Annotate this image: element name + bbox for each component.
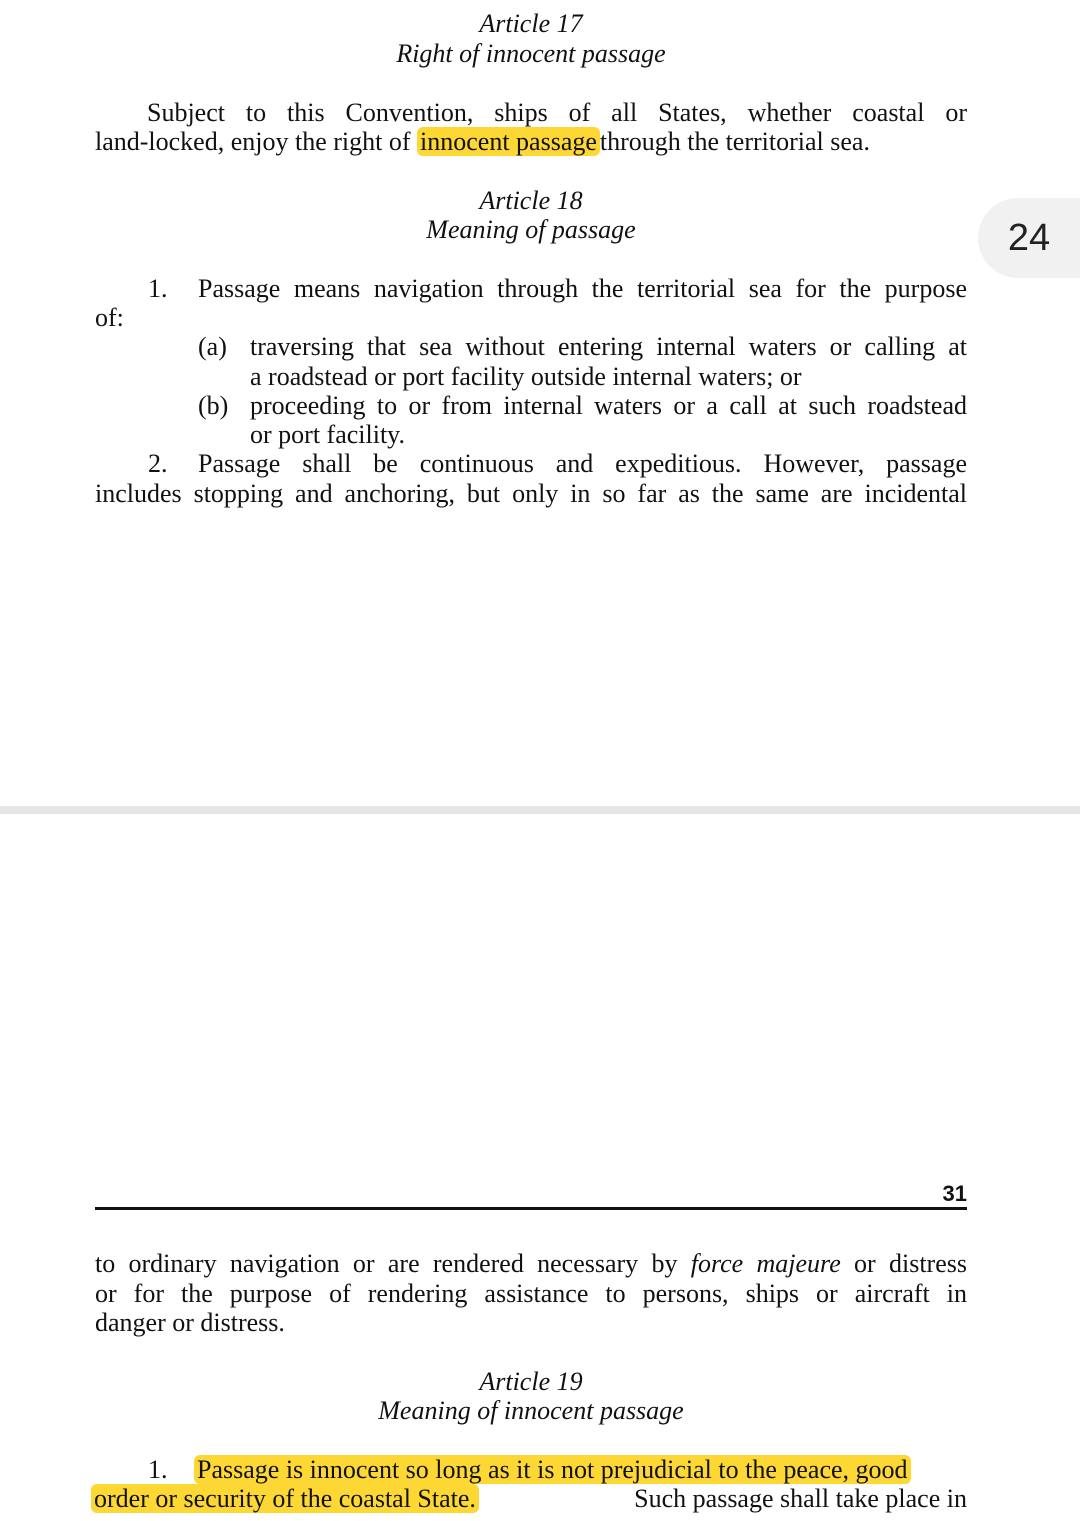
article-18-item-b-line-2: or port facility. [250,420,405,449]
article-19-subheading: Meaning of innocent passage [378,1396,684,1425]
article-17-subheading: Right of innocent passage [396,39,666,68]
article-18-heading: Article 18 [479,186,583,215]
article-18-para-2-number: 2. [148,449,168,478]
page-separator [0,806,1080,814]
page-number: 31 [942,1181,967,1206]
article-19-para-1-number: 1. [148,1455,168,1484]
article-19-para-1-line-1 [194,1455,911,1485]
continuation-text: to ordinary navigation or are rendered necessary by [95,1249,678,1278]
article-18-item-b-line-1: proceeding to or from internal waters or a call at such roadstead [250,391,967,420]
article-18-para-1-line-1: Passage means navigation through the territorial sea for the purpose [198,274,967,303]
highlight-innocent-definition-1[interactable]: Passage is innocent so long as it is not prejudicial to the peace, good [194,1455,911,1484]
article-17-paragraph-line-1: Subject to this Convention, ships of all States, whether coastal or [147,98,967,127]
article-18-item-a-label: (a) [198,332,227,361]
article-17-text: land-locked, enjoy the right of [95,127,411,156]
article-18-item-b-label: (b) [198,391,229,420]
article-17-text-end: through the territorial sea. [599,127,870,156]
article-18-para-2-line-2: includes stopping and anchoring, but only in so far as the same are incidental [95,479,967,508]
article-19-text-end: Such passage shall take place in [634,1484,967,1513]
highlight-innocent-passage[interactable]: innocent passage [417,127,600,156]
continuation-text-end: or distress [854,1249,967,1278]
highlight-innocent-definition-2[interactable]: order or security of the coastal State. [91,1484,479,1513]
continuation-line-3: danger or distress. [95,1308,285,1337]
article-17-paragraph-line-2 [95,127,870,157]
article-18-subheading: Meaning of passage [426,215,636,244]
article-18-para-1-line-2: of: [95,303,124,332]
continuation-line-1 [95,1249,967,1279]
force-majeure-italic: force majeure [690,1249,841,1278]
article-18-para-2-line-1: Passage shall be continuous and expeditious. However, passage [198,449,967,478]
article-17-heading: Article 17 [479,9,583,38]
article-18-item-a-line-2: a roadstead or port facility outside internal waters; or [250,362,802,391]
article-18-para-1-number: 1. [148,274,168,303]
footer-rule [95,1207,967,1210]
continuation-line-2: or for the purpose of rendering assistance to persons, ships or aircraft in [95,1279,967,1308]
article-19-para-1-line-2 [91,1484,967,1514]
page-indicator-badge[interactable]: 24 [978,198,1080,278]
article-19-heading: Article 19 [479,1367,583,1396]
article-18-item-a-line-1: traversing that sea without entering internal waters or calling at [250,332,967,361]
